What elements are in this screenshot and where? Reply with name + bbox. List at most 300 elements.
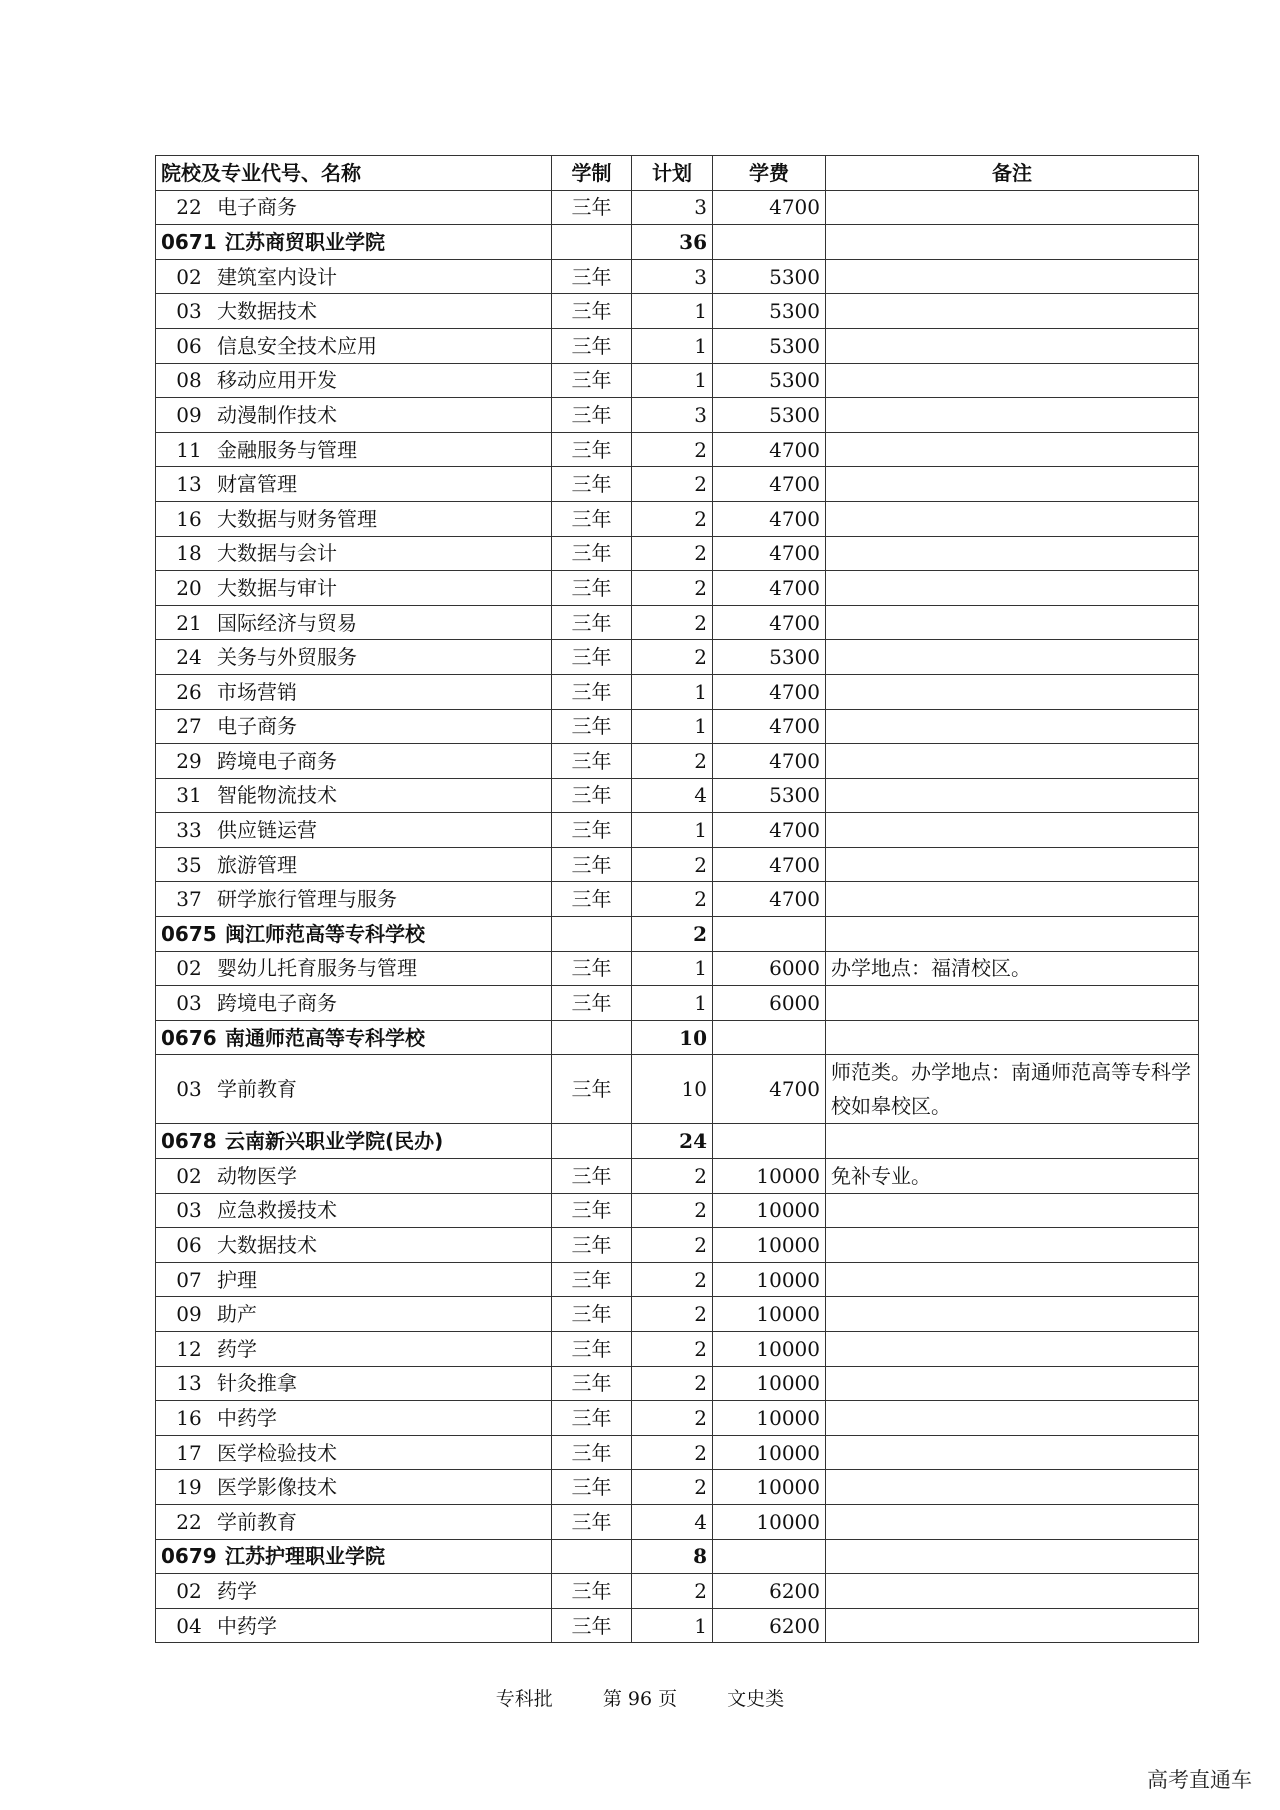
major-name: 药学 bbox=[217, 1336, 257, 1361]
major-fee: 10000 bbox=[713, 1262, 826, 1297]
major-plan: 2 bbox=[632, 744, 713, 779]
major-row bbox=[156, 1055, 1199, 1124]
major-name: 医学影像技术 bbox=[217, 1475, 337, 1500]
school-fee-cell bbox=[713, 1124, 826, 1159]
major-code: 06 bbox=[176, 1233, 202, 1258]
school-name: 闽江师范高等专科学校 bbox=[225, 921, 425, 946]
major-duration: 三年 bbox=[552, 1574, 632, 1609]
major-duration: 三年 bbox=[552, 536, 632, 571]
major-note bbox=[826, 744, 1199, 779]
major-code: 22 bbox=[176, 195, 202, 220]
major-name-cell bbox=[156, 1055, 552, 1124]
major-fee: 4700 bbox=[713, 882, 826, 917]
major-code: 33 bbox=[176, 818, 202, 843]
major-note bbox=[826, 1332, 1199, 1367]
major-note bbox=[826, 709, 1199, 744]
major-name: 学前教育 bbox=[217, 1509, 297, 1534]
major-note bbox=[826, 328, 1199, 363]
school-name-cell bbox=[156, 917, 552, 952]
major-name: 药学 bbox=[217, 1578, 257, 1603]
major-name-cell bbox=[156, 640, 552, 675]
major-name: 电子商务 bbox=[217, 195, 297, 220]
major-fee: 6200 bbox=[713, 1608, 826, 1643]
major-code: 35 bbox=[176, 852, 202, 877]
major-fee: 5300 bbox=[713, 398, 826, 433]
major-name: 助产 bbox=[217, 1302, 257, 1327]
major-name-cell bbox=[156, 363, 552, 398]
major-row bbox=[156, 190, 1199, 225]
school-note-cell bbox=[826, 1020, 1199, 1055]
major-name-cell bbox=[156, 467, 552, 502]
table-body bbox=[156, 190, 1199, 1643]
major-note bbox=[826, 1435, 1199, 1470]
footer-page-number: 第 96 页 bbox=[602, 1688, 678, 1710]
major-code: 31 bbox=[176, 783, 202, 808]
major-note bbox=[826, 986, 1199, 1021]
major-note bbox=[826, 1366, 1199, 1401]
school-fee-cell bbox=[713, 1020, 826, 1055]
major-duration: 三年 bbox=[552, 951, 632, 986]
school-row bbox=[156, 225, 1199, 260]
major-row bbox=[156, 1262, 1199, 1297]
major-name: 大数据技术 bbox=[217, 1233, 317, 1258]
header-fee: 学费 bbox=[713, 156, 826, 191]
major-note bbox=[826, 190, 1199, 225]
major-plan: 2 bbox=[632, 1228, 713, 1263]
major-fee: 4700 bbox=[713, 432, 826, 467]
major-row bbox=[156, 501, 1199, 536]
major-name-cell bbox=[156, 190, 552, 225]
major-duration: 三年 bbox=[552, 363, 632, 398]
major-fee: 10000 bbox=[713, 1332, 826, 1367]
major-name-cell bbox=[156, 1504, 552, 1539]
school-name: 云南新兴职业学院(民办) bbox=[225, 1129, 444, 1154]
major-note bbox=[826, 1504, 1199, 1539]
school-name: 南通师范高等专科学校 bbox=[225, 1025, 425, 1050]
major-row bbox=[156, 1366, 1199, 1401]
major-fee: 10000 bbox=[713, 1401, 826, 1436]
major-row bbox=[156, 640, 1199, 675]
major-note: 免补专业。 bbox=[826, 1159, 1199, 1194]
major-plan: 2 bbox=[632, 1159, 713, 1194]
major-note bbox=[826, 1228, 1199, 1263]
major-fee: 4700 bbox=[713, 467, 826, 502]
major-code: 08 bbox=[176, 368, 202, 393]
major-name-cell bbox=[156, 605, 552, 640]
major-name-cell bbox=[156, 951, 552, 986]
major-name: 研学旅行管理与服务 bbox=[217, 887, 397, 912]
major-code: 13 bbox=[176, 1371, 202, 1396]
major-row bbox=[156, 1228, 1199, 1263]
major-name-cell bbox=[156, 744, 552, 779]
major-duration: 三年 bbox=[552, 432, 632, 467]
header-duration: 学制 bbox=[552, 156, 632, 191]
school-code: 0679 bbox=[161, 1544, 217, 1569]
major-code: 02 bbox=[176, 956, 202, 981]
major-plan: 2 bbox=[632, 571, 713, 606]
major-plan: 2 bbox=[632, 1435, 713, 1470]
major-row bbox=[156, 536, 1199, 571]
major-note bbox=[826, 467, 1199, 502]
major-row bbox=[156, 398, 1199, 433]
major-fee: 10000 bbox=[713, 1504, 826, 1539]
major-fee: 5300 bbox=[713, 778, 826, 813]
major-code: 06 bbox=[176, 333, 202, 358]
major-name: 大数据技术 bbox=[217, 299, 317, 324]
major-plan: 1 bbox=[632, 294, 713, 329]
major-note bbox=[826, 1470, 1199, 1505]
major-duration: 三年 bbox=[552, 294, 632, 329]
major-code: 02 bbox=[176, 1163, 202, 1188]
major-fee: 10000 bbox=[713, 1228, 826, 1263]
major-row bbox=[156, 432, 1199, 467]
major-name-cell bbox=[156, 778, 552, 813]
major-row bbox=[156, 1332, 1199, 1367]
major-code: 03 bbox=[176, 1077, 202, 1102]
school-fee-cell bbox=[713, 1539, 826, 1574]
major-name: 跨境电子商务 bbox=[217, 991, 337, 1016]
major-note bbox=[826, 294, 1199, 329]
major-plan: 1 bbox=[632, 1608, 713, 1643]
major-code: 03 bbox=[176, 1198, 202, 1223]
major-code: 24 bbox=[176, 645, 202, 670]
major-row bbox=[156, 778, 1199, 813]
major-note: 师范类。办学地点：南通师范高等专科学校如皋校区。 bbox=[826, 1055, 1199, 1124]
major-row bbox=[156, 1297, 1199, 1332]
major-plan: 2 bbox=[632, 1297, 713, 1332]
major-fee: 10000 bbox=[713, 1435, 826, 1470]
major-duration: 三年 bbox=[552, 674, 632, 709]
major-plan: 2 bbox=[632, 1366, 713, 1401]
major-name: 应急救援技术 bbox=[217, 1198, 337, 1223]
school-name-cell bbox=[156, 1539, 552, 1574]
major-fee: 5300 bbox=[713, 259, 826, 294]
major-name: 大数据与会计 bbox=[217, 541, 337, 566]
major-code: 22 bbox=[176, 1509, 202, 1534]
table-header-row bbox=[156, 156, 1199, 191]
major-name: 智能物流技术 bbox=[217, 783, 337, 808]
major-note bbox=[826, 674, 1199, 709]
major-duration: 三年 bbox=[552, 190, 632, 225]
major-note bbox=[826, 398, 1199, 433]
major-plan: 1 bbox=[632, 813, 713, 848]
school-duration-cell bbox=[552, 1539, 632, 1574]
major-code: 26 bbox=[176, 679, 202, 704]
major-name-cell bbox=[156, 328, 552, 363]
major-name-cell bbox=[156, 1159, 552, 1194]
major-name-cell bbox=[156, 813, 552, 848]
major-name: 移动应用开发 bbox=[217, 368, 337, 393]
major-name: 旅游管理 bbox=[217, 852, 297, 877]
major-fee: 5300 bbox=[713, 328, 826, 363]
major-duration: 三年 bbox=[552, 744, 632, 779]
major-fee: 4700 bbox=[713, 190, 826, 225]
major-note bbox=[826, 847, 1199, 882]
major-row bbox=[156, 605, 1199, 640]
footer-category: 文史类 bbox=[727, 1688, 785, 1710]
major-note bbox=[826, 571, 1199, 606]
school-plan-total: 8 bbox=[632, 1539, 713, 1574]
school-plan-total: 2 bbox=[632, 917, 713, 952]
major-plan: 1 bbox=[632, 674, 713, 709]
major-note bbox=[826, 363, 1199, 398]
major-code: 21 bbox=[176, 610, 202, 635]
major-name: 财富管理 bbox=[217, 472, 297, 497]
major-duration: 三年 bbox=[552, 1470, 632, 1505]
major-code: 16 bbox=[176, 506, 202, 531]
major-note bbox=[826, 501, 1199, 536]
major-name-cell bbox=[156, 1435, 552, 1470]
major-row bbox=[156, 986, 1199, 1021]
major-note bbox=[826, 1608, 1199, 1643]
major-fee: 6000 bbox=[713, 951, 826, 986]
major-name-cell bbox=[156, 1574, 552, 1609]
major-duration: 三年 bbox=[552, 778, 632, 813]
major-name-cell bbox=[156, 709, 552, 744]
major-row bbox=[156, 1608, 1199, 1643]
major-name-cell bbox=[156, 1470, 552, 1505]
school-note-cell bbox=[826, 1539, 1199, 1574]
school-code: 0671 bbox=[161, 229, 217, 254]
major-row bbox=[156, 813, 1199, 848]
school-duration-cell bbox=[552, 917, 632, 952]
major-name-cell bbox=[156, 398, 552, 433]
major-name: 国际经济与贸易 bbox=[217, 610, 357, 635]
major-fee: 4700 bbox=[713, 744, 826, 779]
major-code: 02 bbox=[176, 264, 202, 289]
major-name-cell bbox=[156, 1262, 552, 1297]
major-name: 动物医学 bbox=[217, 1163, 297, 1188]
major-note bbox=[826, 1574, 1199, 1609]
major-note bbox=[826, 1262, 1199, 1297]
major-note bbox=[826, 778, 1199, 813]
major-plan: 1 bbox=[632, 709, 713, 744]
page-footer bbox=[0, 1684, 1280, 1711]
major-plan: 1 bbox=[632, 951, 713, 986]
major-code: 04 bbox=[176, 1613, 202, 1638]
major-fee: 10000 bbox=[713, 1297, 826, 1332]
major-duration: 三年 bbox=[552, 1332, 632, 1367]
major-row bbox=[156, 467, 1199, 502]
school-code: 0676 bbox=[161, 1025, 217, 1050]
major-code: 37 bbox=[176, 887, 202, 912]
major-fee: 6000 bbox=[713, 986, 826, 1021]
major-duration: 三年 bbox=[552, 259, 632, 294]
major-duration: 三年 bbox=[552, 1159, 632, 1194]
major-duration: 三年 bbox=[552, 1435, 632, 1470]
major-name-cell bbox=[156, 259, 552, 294]
major-duration: 三年 bbox=[552, 605, 632, 640]
major-name-cell bbox=[156, 1366, 552, 1401]
school-row bbox=[156, 917, 1199, 952]
major-duration: 三年 bbox=[552, 1401, 632, 1436]
watermark: 高考直通车 bbox=[1147, 1768, 1252, 1792]
school-plan-total: 10 bbox=[632, 1020, 713, 1055]
major-duration: 三年 bbox=[552, 640, 632, 675]
major-note bbox=[826, 813, 1199, 848]
major-duration: 三年 bbox=[552, 847, 632, 882]
major-duration: 三年 bbox=[552, 1055, 632, 1124]
major-plan: 2 bbox=[632, 536, 713, 571]
major-fee: 6200 bbox=[713, 1574, 826, 1609]
school-note-cell bbox=[826, 917, 1199, 952]
major-fee: 10000 bbox=[713, 1470, 826, 1505]
major-duration: 三年 bbox=[552, 1297, 632, 1332]
major-note bbox=[826, 1401, 1199, 1436]
major-duration: 三年 bbox=[552, 1366, 632, 1401]
school-plan-total: 36 bbox=[632, 225, 713, 260]
major-row bbox=[156, 951, 1199, 986]
major-name-cell bbox=[156, 571, 552, 606]
major-name-cell bbox=[156, 882, 552, 917]
school-fee-cell bbox=[713, 225, 826, 260]
major-duration: 三年 bbox=[552, 1262, 632, 1297]
major-plan: 2 bbox=[632, 1401, 713, 1436]
footer-batch: 专科批 bbox=[495, 1688, 553, 1710]
major-name: 动漫制作技术 bbox=[217, 402, 337, 427]
major-duration: 三年 bbox=[552, 467, 632, 502]
major-name: 关务与外贸服务 bbox=[217, 645, 357, 670]
major-fee: 10000 bbox=[713, 1159, 826, 1194]
major-row bbox=[156, 709, 1199, 744]
major-duration: 三年 bbox=[552, 571, 632, 606]
major-fee: 4700 bbox=[713, 1055, 826, 1124]
major-fee: 5300 bbox=[713, 294, 826, 329]
school-fee-cell bbox=[713, 917, 826, 952]
major-row bbox=[156, 882, 1199, 917]
major-name: 中药学 bbox=[217, 1613, 277, 1638]
major-name: 跨境电子商务 bbox=[217, 748, 337, 773]
school-duration-cell bbox=[552, 1020, 632, 1055]
major-plan: 2 bbox=[632, 1470, 713, 1505]
major-code: 11 bbox=[176, 437, 202, 462]
major-name: 大数据与财务管理 bbox=[217, 506, 377, 531]
major-note bbox=[826, 536, 1199, 571]
major-plan: 2 bbox=[632, 640, 713, 675]
school-plan-total: 24 bbox=[632, 1124, 713, 1159]
school-row bbox=[156, 1020, 1199, 1055]
major-name-cell bbox=[156, 1297, 552, 1332]
major-code: 19 bbox=[176, 1475, 202, 1500]
major-name: 信息安全技术应用 bbox=[217, 333, 377, 358]
major-duration: 三年 bbox=[552, 709, 632, 744]
major-row bbox=[156, 1574, 1199, 1609]
major-name-cell bbox=[156, 674, 552, 709]
major-row bbox=[156, 328, 1199, 363]
major-name-cell bbox=[156, 432, 552, 467]
major-fee: 4700 bbox=[713, 813, 826, 848]
major-row bbox=[156, 363, 1199, 398]
major-note bbox=[826, 605, 1199, 640]
major-plan: 2 bbox=[632, 501, 713, 536]
major-name: 护理 bbox=[217, 1267, 257, 1292]
major-plan: 2 bbox=[632, 882, 713, 917]
major-duration: 三年 bbox=[552, 1608, 632, 1643]
major-code: 17 bbox=[176, 1440, 202, 1465]
major-duration: 三年 bbox=[552, 986, 632, 1021]
major-duration: 三年 bbox=[552, 1504, 632, 1539]
major-duration: 三年 bbox=[552, 501, 632, 536]
major-code: 18 bbox=[176, 541, 202, 566]
major-plan: 2 bbox=[632, 1332, 713, 1367]
major-code: 16 bbox=[176, 1405, 202, 1430]
school-name-cell bbox=[156, 1020, 552, 1055]
major-name-cell bbox=[156, 986, 552, 1021]
school-name-cell bbox=[156, 225, 552, 260]
major-fee: 10000 bbox=[713, 1193, 826, 1228]
major-row bbox=[156, 1435, 1199, 1470]
major-fee: 4700 bbox=[713, 536, 826, 571]
major-row bbox=[156, 259, 1199, 294]
major-fee: 4700 bbox=[713, 709, 826, 744]
major-plan: 2 bbox=[632, 1262, 713, 1297]
major-fee: 10000 bbox=[713, 1366, 826, 1401]
major-name-cell bbox=[156, 536, 552, 571]
major-plan: 3 bbox=[632, 398, 713, 433]
major-name: 学前教育 bbox=[217, 1077, 297, 1102]
major-code: 20 bbox=[176, 575, 202, 600]
major-row bbox=[156, 1504, 1199, 1539]
major-name-cell bbox=[156, 1332, 552, 1367]
major-row bbox=[156, 1193, 1199, 1228]
major-duration: 三年 bbox=[552, 1228, 632, 1263]
major-row bbox=[156, 674, 1199, 709]
major-name: 婴幼儿托育服务与管理 bbox=[217, 956, 417, 981]
major-code: 13 bbox=[176, 472, 202, 497]
major-code: 03 bbox=[176, 991, 202, 1016]
major-plan: 2 bbox=[632, 1574, 713, 1609]
major-plan: 2 bbox=[632, 847, 713, 882]
major-duration: 三年 bbox=[552, 328, 632, 363]
major-plan: 4 bbox=[632, 778, 713, 813]
school-name-cell bbox=[156, 1124, 552, 1159]
major-plan: 2 bbox=[632, 1193, 713, 1228]
major-plan: 1 bbox=[632, 986, 713, 1021]
major-plan: 2 bbox=[632, 432, 713, 467]
major-code: 03 bbox=[176, 299, 202, 324]
major-plan: 4 bbox=[632, 1504, 713, 1539]
major-fee: 5300 bbox=[713, 363, 826, 398]
major-name: 市场营销 bbox=[217, 679, 297, 704]
major-plan: 10 bbox=[632, 1055, 713, 1124]
major-code: 02 bbox=[176, 1578, 202, 1603]
header-name: 院校及专业代号、名称 bbox=[156, 156, 552, 191]
major-name: 供应链运营 bbox=[217, 818, 317, 843]
major-plan: 3 bbox=[632, 259, 713, 294]
major-row bbox=[156, 744, 1199, 779]
major-name: 大数据与审计 bbox=[217, 575, 337, 600]
school-code: 0675 bbox=[161, 921, 217, 946]
major-note bbox=[826, 259, 1199, 294]
major-name: 建筑室内设计 bbox=[217, 264, 337, 289]
major-code: 09 bbox=[176, 402, 202, 427]
major-note bbox=[826, 1297, 1199, 1332]
major-code: 29 bbox=[176, 748, 202, 773]
major-name-cell bbox=[156, 847, 552, 882]
major-plan: 2 bbox=[632, 467, 713, 502]
major-row bbox=[156, 571, 1199, 606]
major-fee: 4700 bbox=[713, 605, 826, 640]
school-code: 0678 bbox=[161, 1129, 217, 1154]
major-name-cell bbox=[156, 1228, 552, 1263]
major-note bbox=[826, 1193, 1199, 1228]
header-plan: 计划 bbox=[632, 156, 713, 191]
major-plan: 1 bbox=[632, 328, 713, 363]
major-fee: 4700 bbox=[713, 847, 826, 882]
school-row bbox=[156, 1539, 1199, 1574]
major-plan: 2 bbox=[632, 605, 713, 640]
major-fee: 4700 bbox=[713, 674, 826, 709]
